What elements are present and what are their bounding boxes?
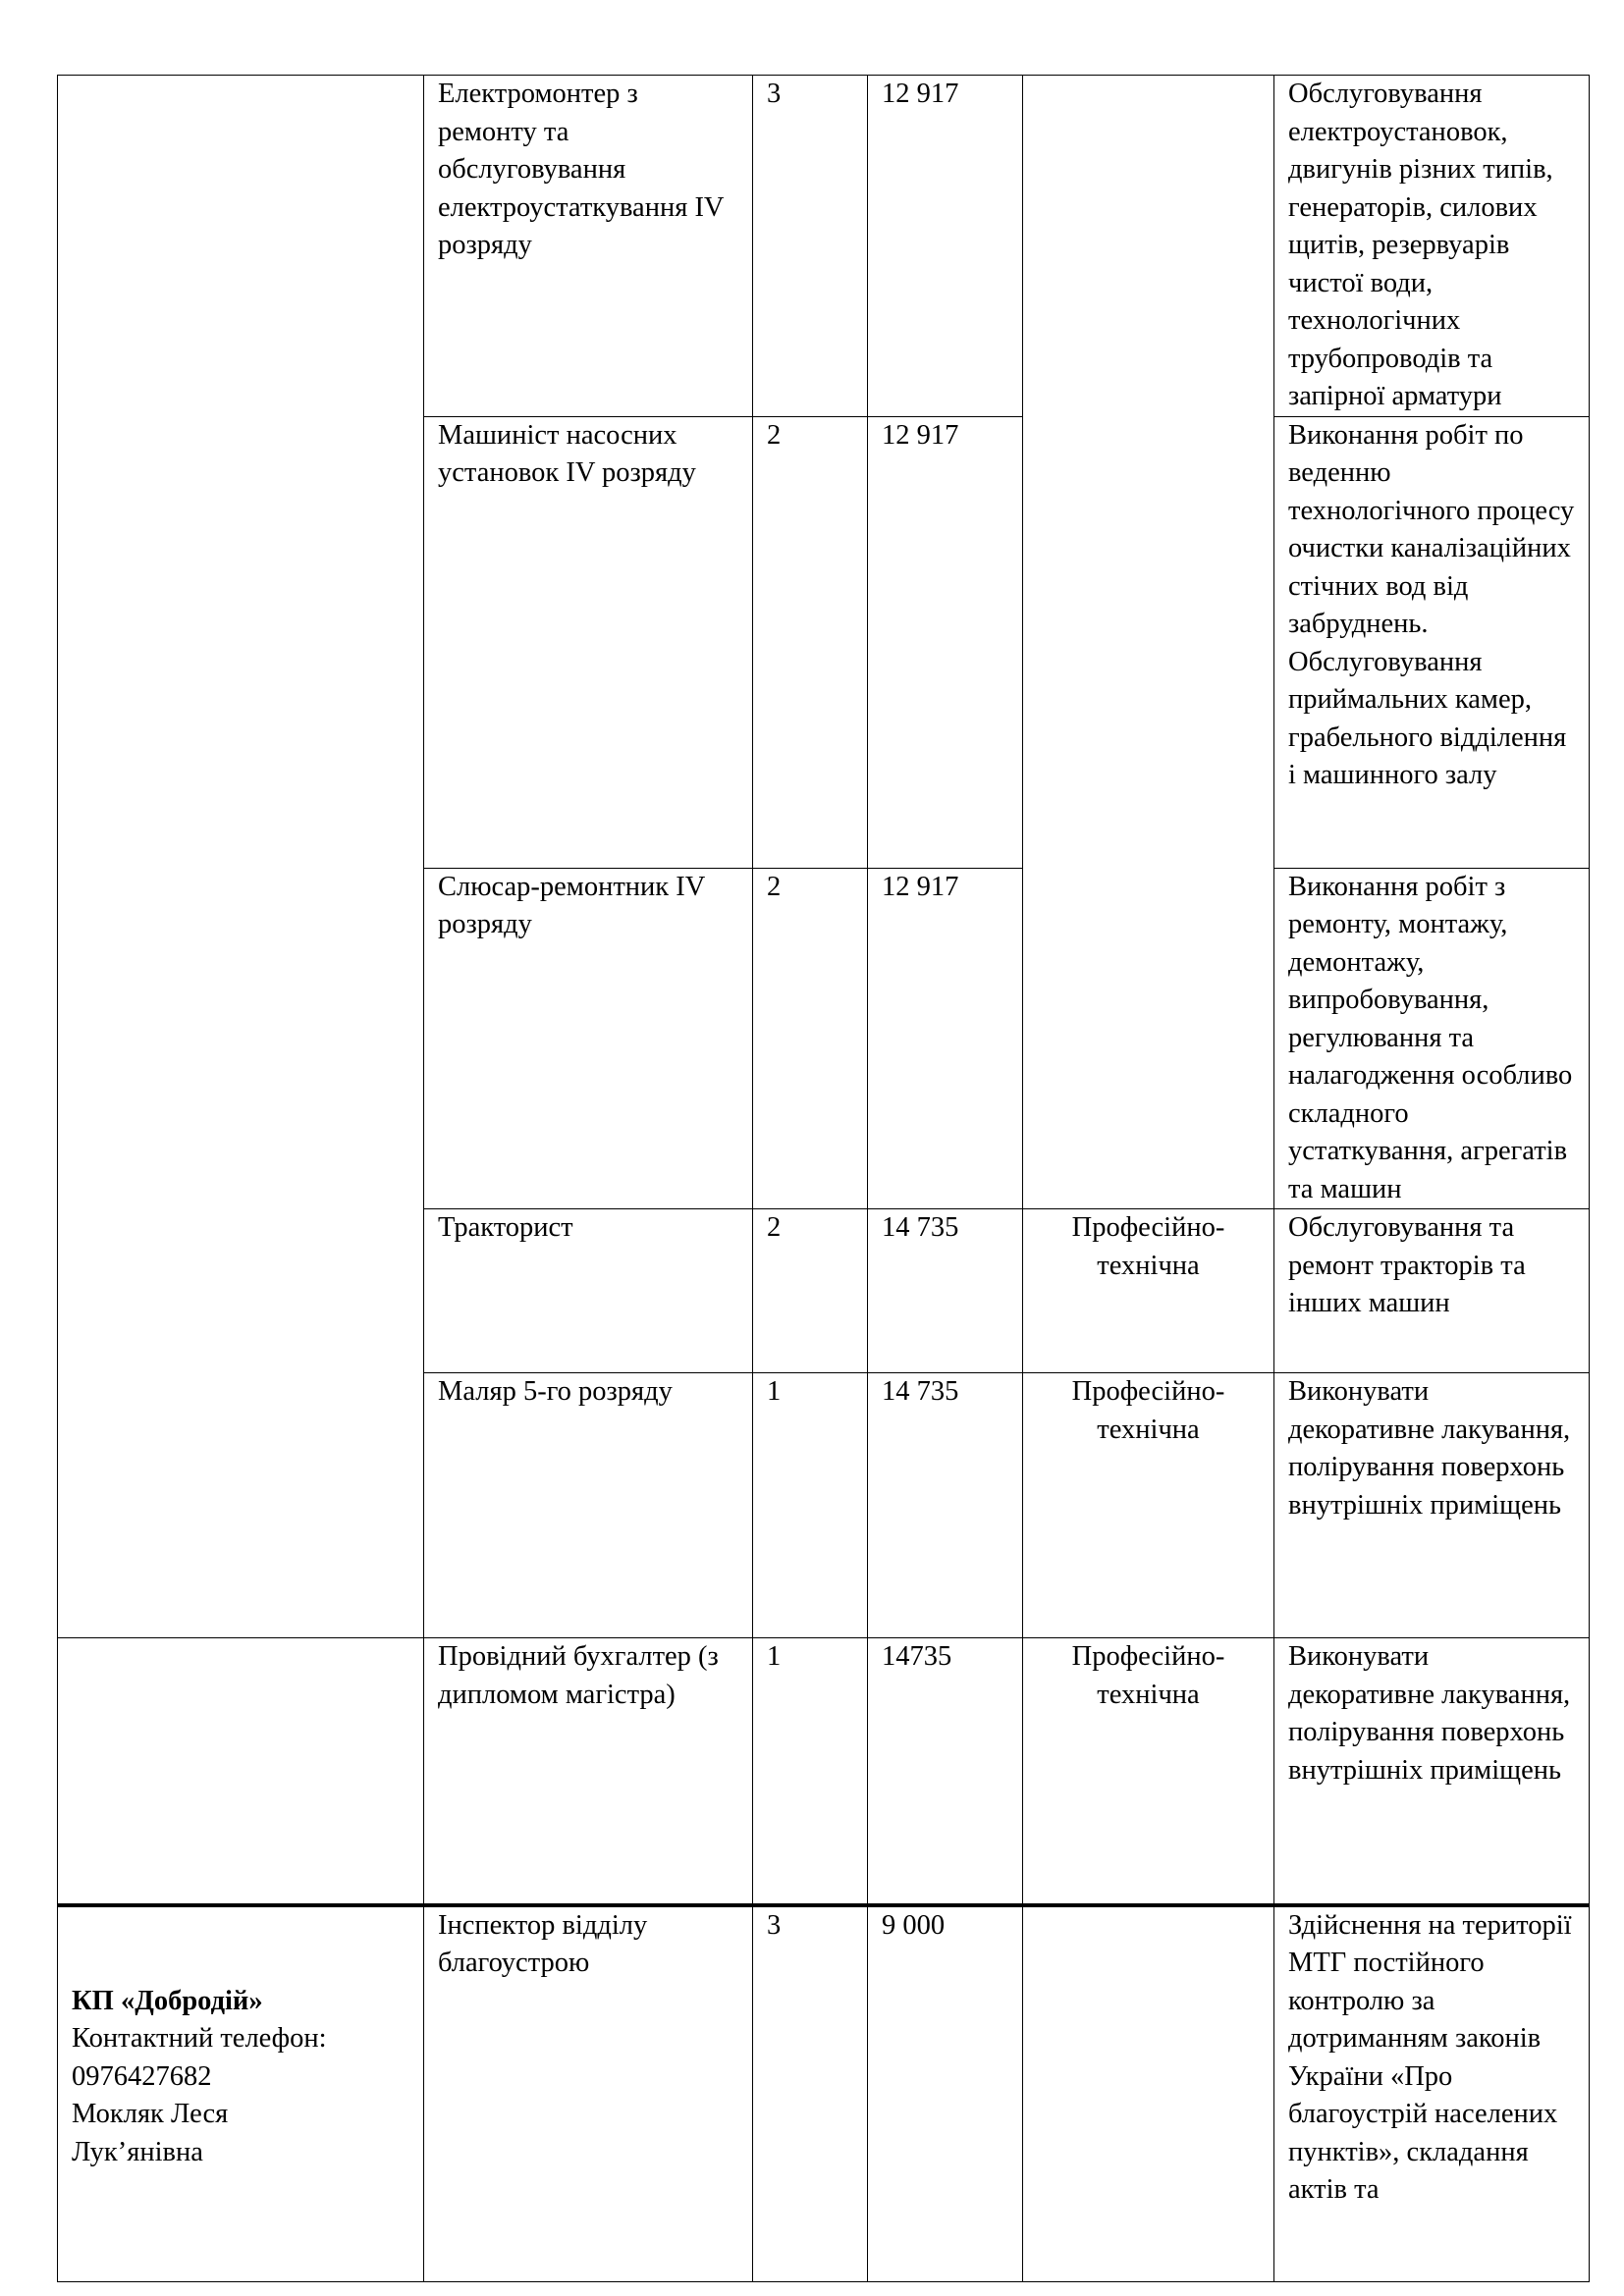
duties-cell: Здійснення на території МТГ постійного контролю за дотриманням законів України «Про благоустрій населених пунктів», складання актів та — [1274, 1905, 1590, 2282]
count-cell: 2 — [753, 868, 868, 1209]
duties-cell: Виконувати декоративне лакування, полірування поверхонь внутрішніх приміщень — [1274, 1373, 1590, 1638]
table-row — [58, 1638, 1590, 1905]
salary-cell: 14 735 — [868, 1209, 1023, 1373]
table-row — [58, 76, 1590, 417]
count-cell: 3 — [753, 76, 868, 417]
count-cell: 3 — [753, 1905, 868, 2282]
position-cell: Машиніст насосних установок IV розряду — [424, 416, 753, 868]
salary-cell: 12 917 — [868, 416, 1023, 868]
contact-person-name: Мокляк Леся — [72, 2099, 229, 2129]
salary-cell: 12 917 — [868, 868, 1023, 1209]
organization-contact — [72, 1983, 413, 2172]
count-cell: 2 — [753, 416, 868, 868]
phone-label: Контактний телефон: — [72, 2023, 327, 2054]
position-cell: Тракторист — [424, 1209, 753, 1373]
duties-cell: Виконання робіт з ремонту, монтажу, демонтажу, випробовування, регулювання та налагодження особливо складного устаткування, агрегатів та машин — [1274, 868, 1590, 1209]
duties-cell: Обслуговування електроустановок, двигунів різних типів, генераторів, силових щитів, резервуарів чистої води, технологічних трубопроводів та запірної арматури — [1274, 76, 1590, 417]
position-cell: Провідний бухгалтер (з дипломом магістра) — [424, 1638, 753, 1905]
position-cell: Електромонтер з ремонту та обслуговування електроустаткування IV розряду — [424, 76, 753, 417]
employer-cell — [58, 1905, 424, 2282]
education-cell — [1023, 1905, 1274, 2282]
education-cell — [1023, 76, 1274, 1209]
vacancies-table — [57, 75, 1590, 2282]
duties-cell: Виконувати декоративне лакування, полірування поверхонь внутрішніх приміщень — [1274, 1638, 1590, 1905]
position-cell: Маляр 5-го розряду — [424, 1373, 753, 1638]
count-cell: 2 — [753, 1209, 868, 1373]
employer-cell-empty — [58, 1638, 424, 1905]
phone-number: 0976427682 — [72, 2060, 212, 2092]
employer-cell-empty — [58, 76, 424, 1638]
organization-name: КП «Добродій» — [72, 1985, 263, 2016]
salary-cell: 14735 — [868, 1638, 1023, 1905]
table-row — [58, 1905, 1590, 2282]
count-cell: 1 — [753, 1373, 868, 1638]
education-cell: Професійно-технічна — [1023, 1638, 1274, 1905]
position-cell: Слюсар-ремонтник IV розряду — [424, 868, 753, 1209]
count-cell: 1 — [753, 1638, 868, 1905]
salary-cell: 14 735 — [868, 1373, 1023, 1638]
duties-cell: Обслуговування та ремонт тракторів та інших машин — [1274, 1209, 1590, 1373]
salary-cell: 12 917 — [868, 76, 1023, 417]
duties-cell: Виконання робіт по веденню технологічного процесу очистки каналізаційних стічних вод від забруднень. Обслуговування приймальних камер, грабельного відділення і машинного залу — [1274, 416, 1590, 868]
education-cell: Професійно-технічна — [1023, 1209, 1274, 1373]
contact-person-patronymic: Лук’янівна — [72, 2136, 203, 2167]
position-cell: Інспектор відділу благоустрою — [424, 1905, 753, 2282]
salary-cell: 9 000 — [868, 1905, 1023, 2282]
education-cell: Професійно-технічна — [1023, 1373, 1274, 1638]
